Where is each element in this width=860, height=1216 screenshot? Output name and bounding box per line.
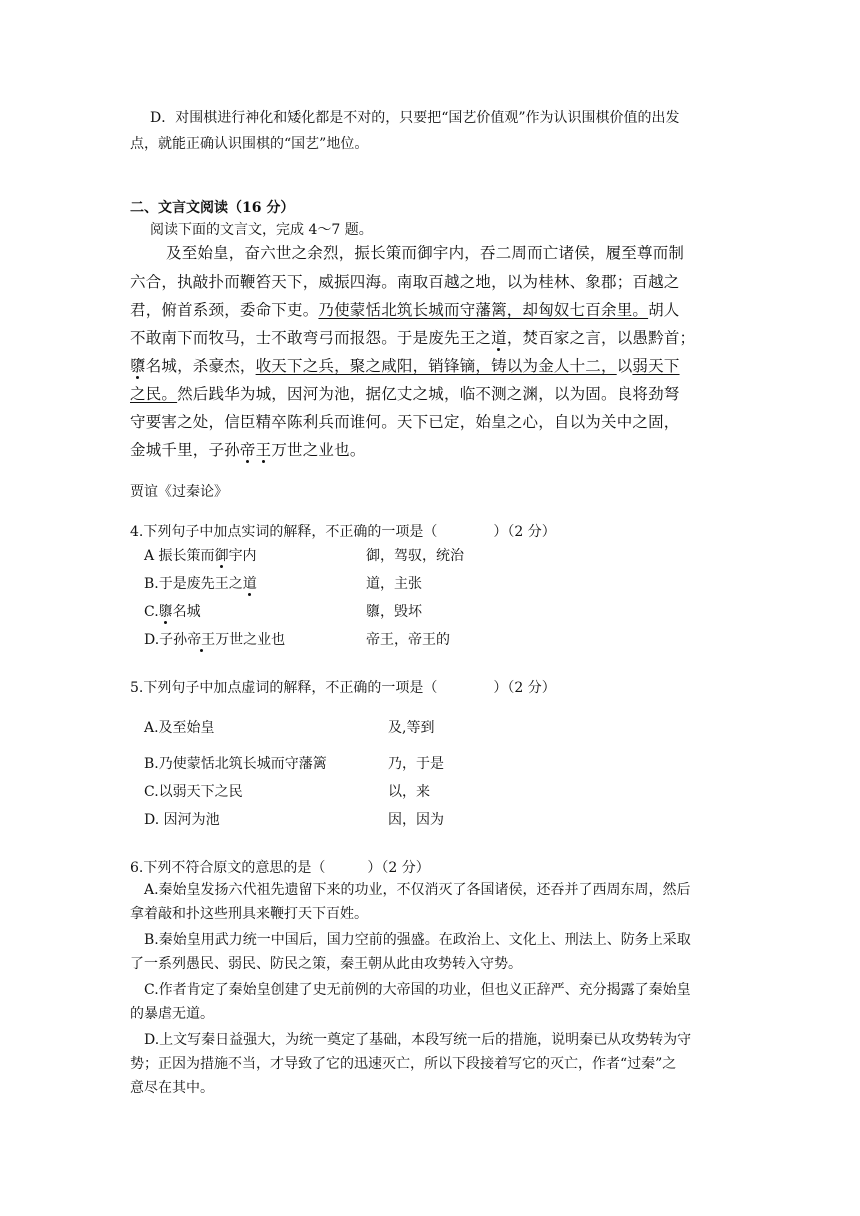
q5-gloss-d: 因，因为 xyxy=(388,812,444,828)
passage-text: 金城千里，子孙 xyxy=(130,441,240,459)
q6-option-b: B.秦始皇用武力统一中国后，国力空前的强盛。在政治上、文化上、刑法上、防务上采取 xyxy=(144,932,691,948)
q6-option-a-cont: 拿着敲和扑这些刑具来鞭打天下百姓。 xyxy=(130,906,368,922)
underlined-sentence: 收天下之兵，聚之咸阳，销锋镝，铸以为金人十二， xyxy=(255,357,617,375)
q5-option-d: D. 因河为池 xyxy=(144,812,220,828)
section-heading: 二、文言文阅读（16 分） xyxy=(130,200,295,216)
underlined-sentence: 弱天下 xyxy=(632,357,680,375)
dotted-word: 帝王 xyxy=(187,632,216,648)
q6-option-d-cont2: 意尽在其中。 xyxy=(130,1080,214,1096)
passage-text: 胡人 xyxy=(648,301,680,319)
q4-gloss-b: 道，主张 xyxy=(366,576,422,592)
passage-text: 以 xyxy=(616,357,633,375)
q4-option-a xyxy=(144,546,257,566)
option-d-line1: D．对围棋进行神化和矮化都是不对的，只要把“国艺价值观”作为认识围棋价值的出发 xyxy=(150,110,680,126)
q4-gloss-a: 御，驾驭，统治 xyxy=(366,548,464,564)
q4-option-d xyxy=(144,630,285,650)
q4-gloss-d: 帝王，帝王的 xyxy=(366,632,450,648)
option-d-line2: 点，就能正确认识围棋的“国艺”地位。 xyxy=(130,136,369,152)
option-text: C. xyxy=(144,604,159,620)
passage-text: 然后践华为城，因河为池，据亿丈之城，临不测之渊，以为固。良将劲弩 xyxy=(177,385,680,403)
q4-gloss-c: 隳，毁坏 xyxy=(366,604,422,620)
q4-option-c xyxy=(144,602,201,622)
q6-option-d-cont: 势；正因为措施不当，才导致了它的迅速灭亡，所以下段接着写它的灭亡，作者“过秦”之 xyxy=(130,1056,677,1072)
question-6-stem: 6.下列不符合原文的意思的是（ ）（2 分） xyxy=(130,860,430,876)
passage-line: 六合，执敲扑而鞭笞天下，威振四海。南取百越之地，以为桂林、象郡；百越之 xyxy=(130,273,680,291)
q5-gloss-c: 以，来 xyxy=(388,784,430,800)
passage-text: ，焚百家之言，以愚黔首； xyxy=(506,329,696,347)
passage-line: 守要害之处，信臣精卒陈利兵而谁何。天下已定，始皇之心，自以为关中之固， xyxy=(130,413,680,431)
q4-option-b xyxy=(144,574,257,594)
section-instruction: 阅读下面的文言文，完成 4～7 题。 xyxy=(150,222,373,238)
q6-option-a: A.秦始皇发扬六代祖先遗留下来的功业，不仅消灭了各国诸侯，还吞并了西周东周，然后 xyxy=(144,882,691,898)
q5-option-a: A.及至始皇 xyxy=(144,720,215,736)
passage-source: 贾谊《过秦论》 xyxy=(130,484,228,500)
passage-line xyxy=(130,328,695,348)
passage-text: 不敢南下而牧马，士不敢弯弓而报怨。于是废先王之 xyxy=(130,329,492,347)
dotted-word: 隳 xyxy=(130,357,146,375)
q5-gloss-a: 及,等到 xyxy=(388,720,435,736)
option-text: 宇内 xyxy=(228,548,257,564)
passage-text: 君，俯首系颈，委命下吏。 xyxy=(130,301,319,319)
dotted-word: 道 xyxy=(491,329,507,347)
q5-option-b: B.乃使蒙恬北筑长城而守藩篱 xyxy=(144,756,327,772)
dotted-word: 御 xyxy=(214,548,229,564)
underlined-sentence: 之民。 xyxy=(130,385,178,403)
q6-option-d: D.上文写秦日益强大，为统一奠定了基础，本段写统一后的措施，说明秦已从攻势转为守 xyxy=(144,1032,692,1048)
option-text: B.于是废先王之 xyxy=(144,576,243,592)
passage-text: 名城，杀豪杰， xyxy=(145,357,256,375)
dotted-word: 王 xyxy=(255,441,272,459)
option-text: 万世之业也 xyxy=(215,632,286,648)
q6-option-c: C.作者肯定了秦始皇创建了史无前例的大帝国的功业，但也义正辞严、充分揭露了秦始皇 xyxy=(144,982,691,998)
q6-option-b-cont: 了一系列愚民、弱民、防民之策，秦王朝从此由攻势转入守势。 xyxy=(130,956,522,972)
passage-text: 万世之业也。 xyxy=(271,441,366,459)
dotted-word: 隳 xyxy=(158,604,173,620)
option-text: D.子孙 xyxy=(144,632,188,648)
option-text: 名城 xyxy=(172,604,201,620)
option-text: A 振长策而 xyxy=(144,548,215,564)
question-4-stem: 4.下列句子中加点实词的解释，不正确的一项是（ ）（2 分） xyxy=(130,524,556,540)
passage-line xyxy=(130,300,680,320)
q6-option-c-cont: 的暴虐无道。 xyxy=(130,1006,214,1022)
passage-line xyxy=(130,384,680,404)
dotted-word: 帝 xyxy=(239,441,256,459)
underlined-sentence: 乃使蒙恬北筑长城而守藩篱，却匈奴七百余里。 xyxy=(318,301,649,319)
passage-line: 及至始皇，奋六世之余烈，振长策而御宇内，吞二周而亡诸侯，履至尊而制 xyxy=(166,244,685,262)
passage-line xyxy=(130,356,680,376)
q5-gloss-b: 乃，于是 xyxy=(388,756,444,772)
q5-option-c: C.以弱天下之民 xyxy=(144,784,243,800)
dotted-word: 道 xyxy=(242,576,257,592)
question-5-stem: 5.下列句子中加点虚词的解释，不正确的一项是（ ）（2 分） xyxy=(130,680,556,696)
passage-line xyxy=(130,440,366,460)
